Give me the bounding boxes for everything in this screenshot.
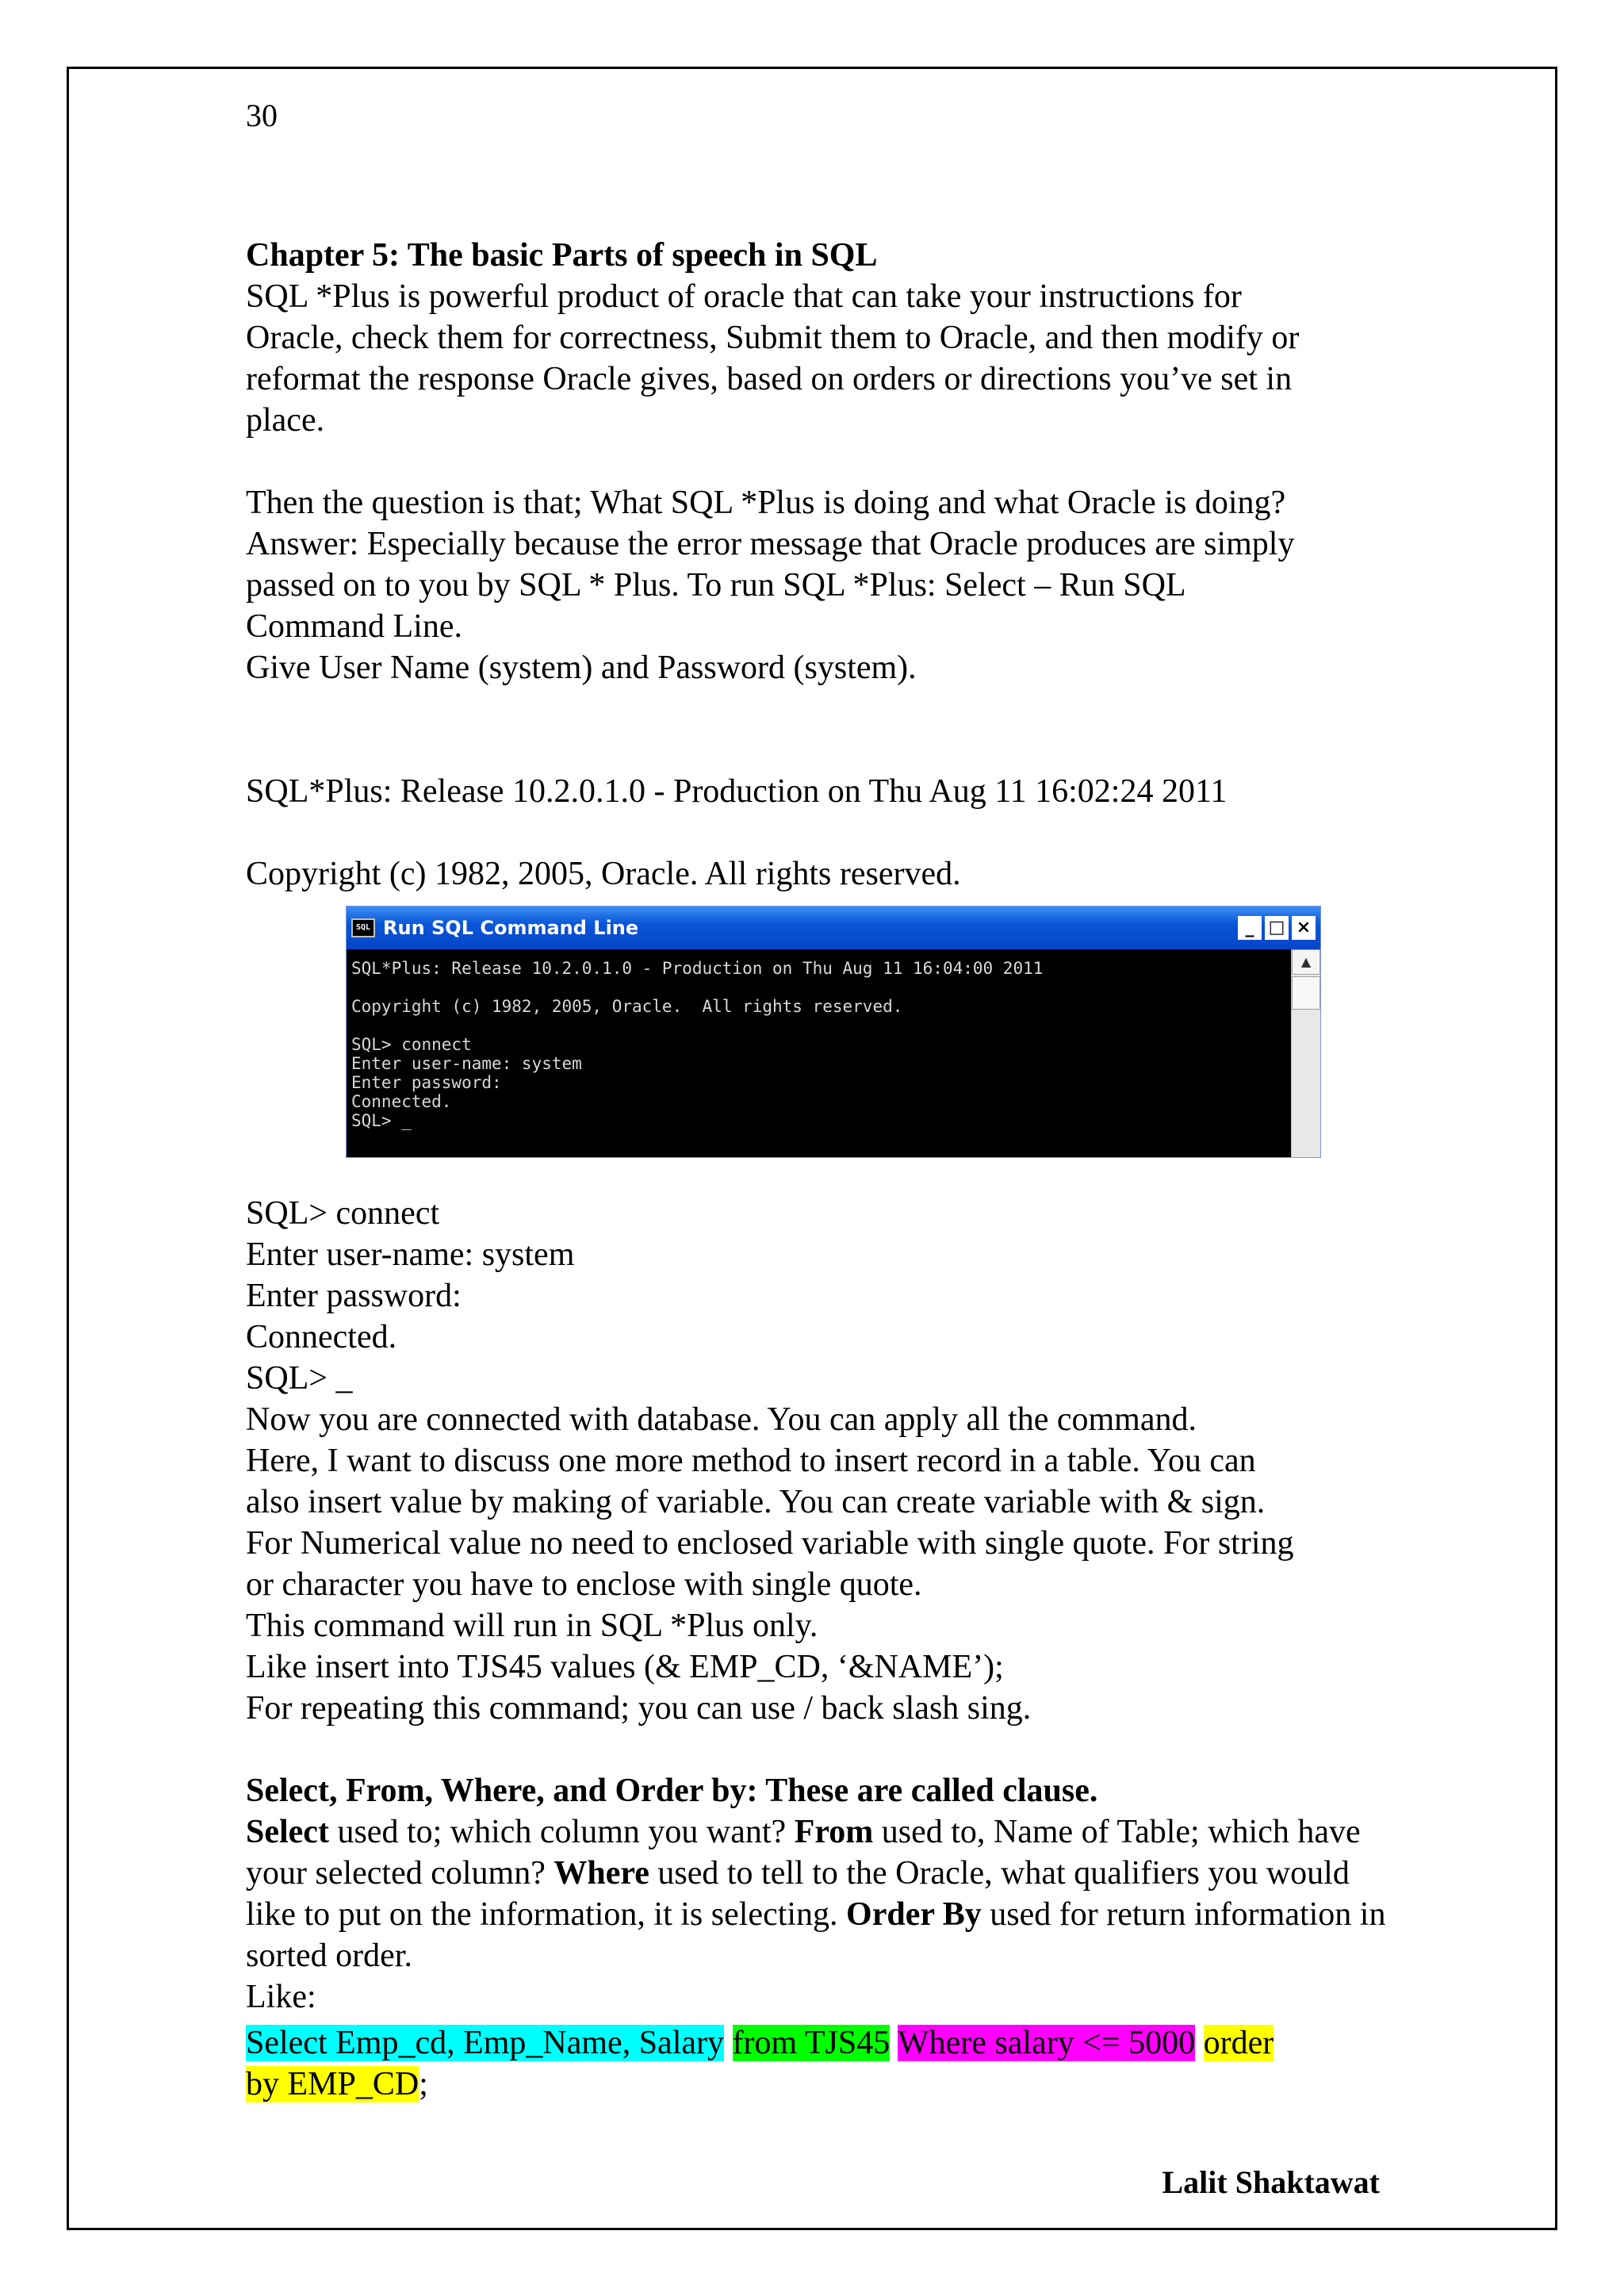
console-output[interactable] bbox=[347, 949, 1292, 1157]
console-line: Copyright (c) 1982, 2005, Oracle. All rights reserved. bbox=[351, 997, 903, 1016]
scroll-up-arrow-icon[interactable]: ▲ bbox=[1292, 949, 1320, 975]
page-number: 30 bbox=[246, 98, 278, 133]
select-text: used to; which column you want? bbox=[328, 1814, 795, 1850]
body-line: also insert value by making of variable. You can create variable with & sign. bbox=[246, 1484, 1266, 1520]
example-order-part: order bbox=[1203, 2025, 1274, 2061]
like-label: Like: bbox=[246, 1979, 316, 2015]
console-line: Enter user-name: system bbox=[351, 1054, 582, 1073]
body-line: or character you have to enclose with single quote. bbox=[246, 1566, 922, 1603]
console-line: Enter password: bbox=[351, 1073, 502, 1092]
window-title: Run SQL Command Line bbox=[383, 917, 639, 939]
from-text: used to, Name of Table; which have your selected column? bbox=[246, 1814, 1361, 1892]
where-text: used to tell to the Oracle, what qualifiers you would like to put on the information, it is selecting. bbox=[246, 1855, 1350, 1933]
example-query bbox=[246, 2022, 1396, 2105]
body-line: For repeating this command; you can use / back slash sing. bbox=[246, 1690, 1032, 1727]
session-line: SQL> _ bbox=[246, 1360, 353, 1397]
body-line: Here, I want to discuss one more method to insert record in a table. You can bbox=[246, 1443, 1256, 1479]
example-by-part: by EMP_CD bbox=[246, 2066, 419, 2102]
sql-command-line-window bbox=[346, 906, 1321, 1158]
session-line: Enter password: bbox=[246, 1278, 462, 1314]
console-line: SQL> connect bbox=[351, 1035, 472, 1054]
session-line: SQL> connect bbox=[246, 1195, 440, 1232]
where-term: Where bbox=[553, 1855, 649, 1892]
close-button[interactable]: × bbox=[1292, 916, 1316, 940]
chapter-heading: Chapter 5: The basic Parts of speech in SQL bbox=[246, 237, 878, 274]
example-select-part: Select Emp_cd, Emp_Name, Salary bbox=[246, 2025, 724, 2061]
release-line: SQL*Plus: Release 10.2.0.1.0 - Production on Thu Aug 11 16:02:24 2011 bbox=[246, 773, 1228, 810]
window-titlebar[interactable] bbox=[347, 907, 1320, 949]
body-line: This command will run in SQL *Plus only. bbox=[246, 1608, 818, 1644]
from-term: From bbox=[794, 1814, 874, 1850]
qa-line: passed on to you by SQL * Plus. To run SQL *Plus: Select – Run SQL bbox=[246, 567, 1186, 604]
qa-line: Give User Name (system) and Password (system). bbox=[246, 650, 917, 686]
orderby-term: Order By bbox=[846, 1896, 982, 1933]
maximize-button[interactable]: □ bbox=[1265, 916, 1289, 940]
example-terminator: ; bbox=[419, 2066, 428, 2102]
qa-line: Then the question is that; What SQL *Plus is doing and what Oracle is doing? bbox=[246, 485, 1286, 521]
copyright-line: Copyright (c) 1982, 2005, Oracle. All rights reserved. bbox=[246, 856, 961, 892]
page-content bbox=[246, 235, 1396, 2105]
intro-line: reformat the response Oracle gives, based on orders or directions you’ve set in bbox=[246, 361, 1293, 397]
body-line: Like insert into TJS45 values (& EMP_CD, ‘&NAME’); bbox=[246, 1649, 1004, 1685]
minimize-button[interactable]: _ bbox=[1238, 916, 1262, 940]
clause-paragraph bbox=[246, 1811, 1396, 1976]
qa-line: Answer: Especially because the error message that Oracle produces are simply bbox=[246, 526, 1295, 562]
session-line: Enter user-name: system bbox=[246, 1236, 575, 1273]
author-name: Lalit Shaktawat bbox=[1162, 2164, 1380, 2200]
clause-heading: Select, From, Where, and Order by: These are called clause. bbox=[246, 1773, 1098, 1809]
body-line: Now you are connected with database. You can apply all the command. bbox=[246, 1401, 1197, 1438]
intro-line: place. bbox=[246, 402, 325, 439]
body-line: For Numerical value no need to enclosed variable with single quote. For string bbox=[246, 1525, 1294, 1562]
orderby-text: used for return information in sorted order. bbox=[246, 1896, 1386, 1974]
example-from-part: from TJS45 bbox=[732, 2025, 891, 2061]
console-prompt: SQL> _ bbox=[351, 1111, 412, 1130]
console-line: Connected. bbox=[351, 1092, 452, 1111]
example-where-part: Where salary <= 5000 bbox=[898, 2025, 1196, 2061]
scrollbar-thumb[interactable] bbox=[1292, 976, 1320, 1010]
console-scrollbar[interactable] bbox=[1291, 949, 1320, 1157]
console-line: SQL*Plus: Release 10.2.0.1.0 - Production on Thu Aug 11 16:04:00 2011 bbox=[351, 959, 1044, 978]
session-line: Connected. bbox=[246, 1319, 397, 1355]
select-term: Select bbox=[246, 1814, 329, 1850]
qa-line: Command Line. bbox=[246, 608, 462, 645]
sql-app-icon: SQL bbox=[351, 918, 375, 937]
intro-line: Oracle, check them for correctness, Submit them to Oracle, and then modify or bbox=[246, 320, 1300, 356]
intro-line: SQL *Plus is powerful product of oracle that can take your instructions for bbox=[246, 278, 1242, 315]
